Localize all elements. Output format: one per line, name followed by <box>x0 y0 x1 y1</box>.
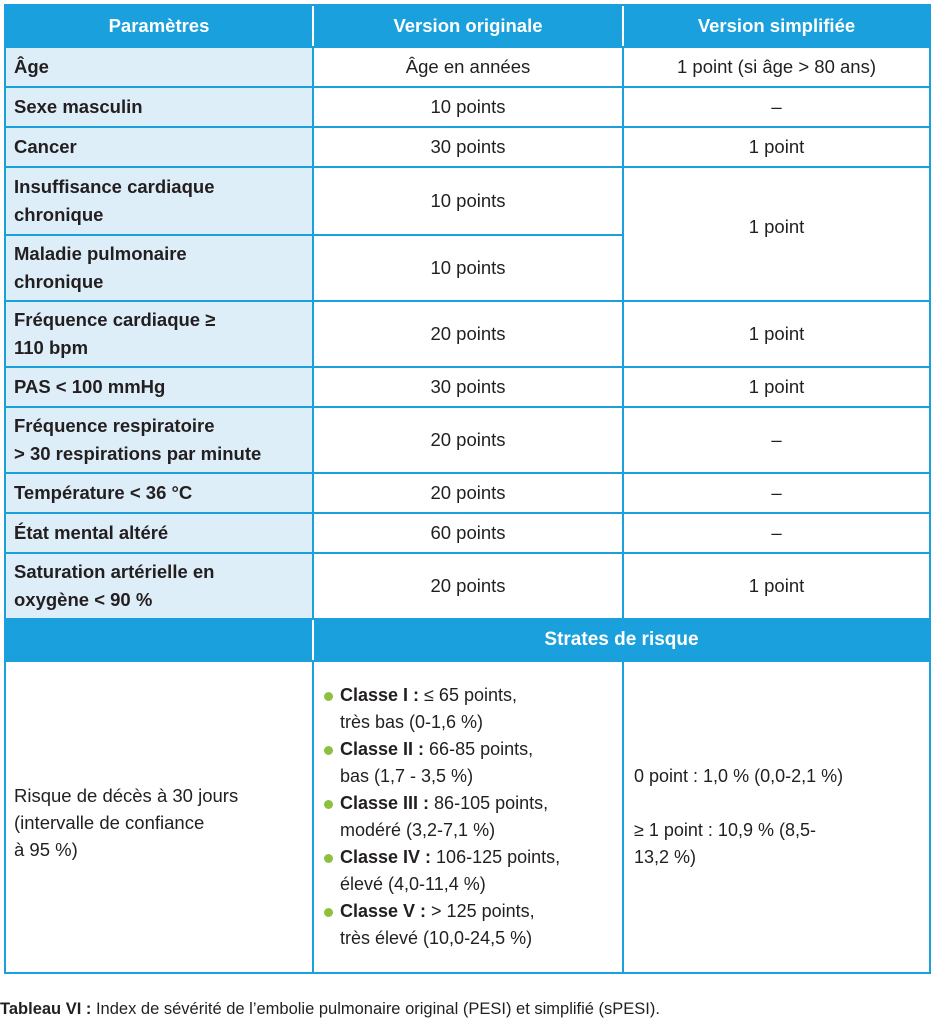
table-row <box>6 512 929 552</box>
merged-rows <box>6 166 929 300</box>
class-risk: bas (1,7 - 3,5 %) <box>340 766 474 786</box>
simplified-strata-cell <box>622 662 929 972</box>
param-cell <box>6 554 312 618</box>
simplified-cell: 1 point <box>622 368 929 406</box>
table-row <box>6 472 929 512</box>
table-row <box>6 46 929 86</box>
table-row <box>6 234 622 300</box>
list-item <box>324 898 560 952</box>
class-risk: très bas (0-1,6 %) <box>340 712 484 732</box>
table-row <box>6 126 929 166</box>
original-cell: 30 points <box>312 368 622 406</box>
original-cell: 20 points <box>312 554 622 618</box>
risk-row <box>6 660 929 972</box>
param-line: > 30 respirations par minute <box>14 443 262 464</box>
param-cell: État mental altéré <box>6 514 312 552</box>
strata-header-row <box>6 618 929 660</box>
merged-rows-left <box>6 168 622 300</box>
simplified-strata-line: 0 point : 1,0 % (0,0-2,1 %) <box>634 766 844 786</box>
caption-label: Tableau VI : <box>0 1000 92 1018</box>
table-row <box>6 168 622 234</box>
strata-header-title: Strates de risque <box>312 620 929 660</box>
class-risk: modéré (3,2-7,1 %) <box>340 820 496 840</box>
strata-header-blank <box>6 620 312 660</box>
simplified-merged-cell: 1 point <box>622 168 929 300</box>
param-line: Insuffisance cardiaque <box>14 176 215 197</box>
original-cell: 20 points <box>312 474 622 512</box>
risk-label-cell <box>6 662 312 972</box>
class-points: ≤ 65 points, <box>419 685 517 705</box>
param-line: chronique <box>14 271 104 292</box>
bullet-icon <box>324 800 333 809</box>
original-cell: 20 points <box>312 408 622 472</box>
risk-label-line: à 95 %) <box>14 838 78 860</box>
class-label: Classe III : <box>340 793 430 813</box>
list-item <box>324 736 560 790</box>
simplified-cell: 1 point <box>622 554 929 618</box>
class-label: Classe V : <box>340 901 427 921</box>
param-cell <box>6 302 312 366</box>
param-cell <box>6 408 312 472</box>
table-header-row <box>6 6 929 46</box>
param-cell: Cancer <box>6 128 312 166</box>
param-cell: Âge <box>6 48 312 86</box>
param-line: Saturation artérielle en <box>14 561 215 582</box>
param-line: oxygène < 90 % <box>14 589 153 610</box>
class-points: > 125 points, <box>426 901 535 921</box>
risk-label-line: (intervalle de confiance <box>14 811 205 833</box>
original-cell: Âge en années <box>312 48 622 86</box>
class-risk: très élevé (10,0-24,5 %) <box>340 928 533 948</box>
param-cell <box>6 168 312 234</box>
class-label: Classe I : <box>340 685 420 705</box>
original-classes-cell <box>312 662 622 972</box>
simplified-cell: 1 point (si âge > 80 ans) <box>622 48 929 86</box>
bullet-icon <box>324 746 333 755</box>
bullet-icon <box>324 908 333 917</box>
original-cell: 10 points <box>312 88 622 126</box>
table-row <box>6 552 929 618</box>
class-label: Classe IV : <box>340 847 432 867</box>
param-cell: Sexe masculin <box>6 88 312 126</box>
simplified-strata-line: 13,2 %) <box>634 847 697 867</box>
simplified-cell: 1 point <box>622 302 929 366</box>
simplified-strata-line: ≥ 1 point : 10,9 % (8,5- <box>634 820 816 840</box>
param-cell: Température < 36 °C <box>6 474 312 512</box>
class-points: 106-125 points, <box>431 847 561 867</box>
param-cell: PAS < 100 mmHg <box>6 368 312 406</box>
table-row <box>6 366 929 406</box>
original-cell: 10 points <box>312 168 622 234</box>
table-row <box>6 406 929 472</box>
original-cell: 60 points <box>312 514 622 552</box>
param-line: 110 bpm <box>14 337 89 358</box>
original-cell: 20 points <box>312 302 622 366</box>
header-version-originale: Version originale <box>312 6 622 46</box>
simplified-cell: – <box>622 88 929 126</box>
class-points: 66-85 points, <box>424 739 534 759</box>
list-item <box>324 682 560 736</box>
header-parametres: Paramètres <box>108 15 210 36</box>
param-cell <box>6 236 312 300</box>
bullet-icon <box>324 692 333 701</box>
table-row <box>6 300 929 366</box>
param-line: chronique <box>14 204 104 225</box>
class-risk: élevé (4,0-11,4 %) <box>340 874 486 894</box>
original-cell: 10 points <box>312 236 622 300</box>
simplified-cell: – <box>622 408 929 472</box>
class-points: 86-105 points, <box>429 793 549 813</box>
classes-list <box>324 682 560 952</box>
simplified-cell: – <box>622 474 929 512</box>
pesi-table <box>4 4 931 974</box>
risk-label-line: Risque de décès à 30 jours <box>14 784 239 806</box>
param-line: Maladie pulmonaire <box>14 243 187 264</box>
header-version-simplifiee: Version simplifiée <box>622 6 929 46</box>
class-label: Classe II : <box>340 739 425 759</box>
param-line: Fréquence respiratoire <box>14 415 215 436</box>
caption-text: Index de sévérité de l’embolie pulmonaire original (PESI) et simplifié (sPESI). <box>91 1000 660 1018</box>
list-item <box>324 844 560 898</box>
original-cell: 30 points <box>312 128 622 166</box>
bullet-icon <box>324 854 333 863</box>
simplified-cell: – <box>622 514 929 552</box>
list-item <box>324 790 560 844</box>
table-row <box>6 86 929 126</box>
simplified-cell: 1 point <box>622 128 929 166</box>
table-caption <box>0 1000 660 1019</box>
param-line: Fréquence cardiaque ≥ <box>14 309 216 330</box>
